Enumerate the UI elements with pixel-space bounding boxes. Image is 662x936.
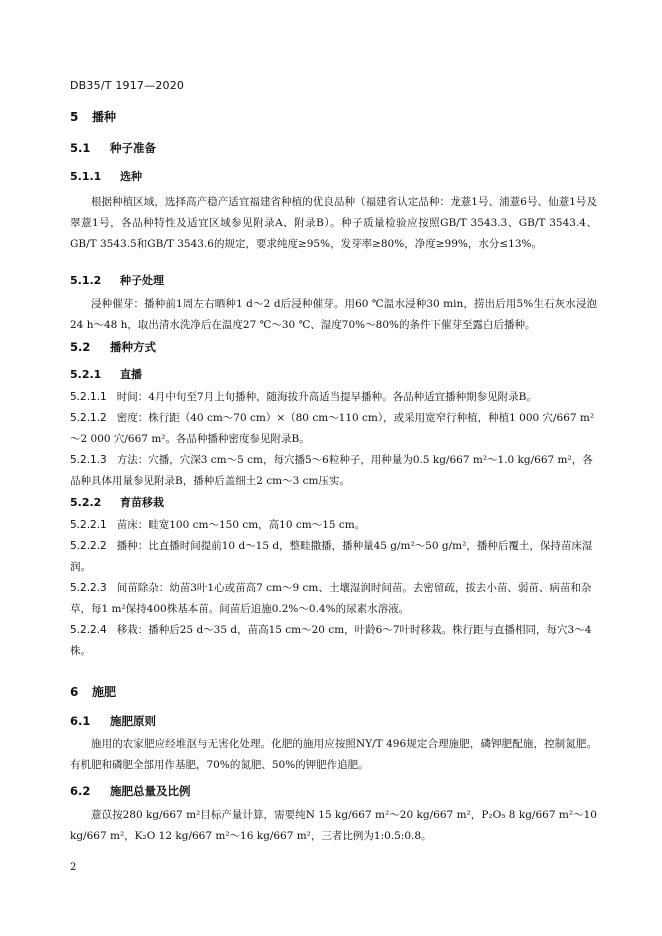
- clause-text: 间苗除杂：幼苗3叶1心或苗高7 cm～9 cm、土壤湿润时间苗。去密留疏，拔去小苗、弱苗、病苗和杂草，每1 m²保持400株基本苗。间苗后追施0.2%～0.4%的尿素水溶液。: [70, 582, 592, 615]
- clause-5-2-2-1: [70, 515, 597, 536]
- paragraph-fertilizer-amount: 薏苡按280 kg/667 m²目标产量计算，需要纯N 15 kg/667 m²～20 kg/667 m²，P₂O₅ 8 kg/667 m²～10 kg/667 m²，K₂O 12 kg/667 m²～16 kg/667 m²，三者比例为1:0.5:0.8。: [70, 809, 597, 842]
- clause-text: 苗床：畦宽100 cm～150 cm，高10 cm～15 cm。: [116, 519, 366, 531]
- section-number: 5.2: [70, 340, 91, 354]
- section-title: 育苗移栽: [120, 496, 164, 509]
- section-5-heading: [70, 108, 116, 125]
- paragraph-seed-treatment: 浸种催芽：播种前1周左右晒种1 d～2 d后浸种催芽。用60 ℃温水浸种30 min，捞出后用5%生石灰水浸泡24 h～48 h，取出清水洗净后在温度27 ℃～30 ℃、湿度70%～80%的条件下催芽至露白后播种。: [70, 298, 597, 331]
- clause-number: 5.2.2.3: [70, 582, 107, 594]
- section-number: 5.2.2: [70, 496, 102, 509]
- clause-5-2-1-1: [70, 387, 597, 408]
- paragraph-seed-selection: 根据种植区域，选择高产稳产适宜福建省种植的优良品种（福建省认定品种：龙薏1号、浦薏6号、仙薏1号及翠薏1号，各品种特性及适宜区域参见附录A、附录B）。种子质量检验应按照GB/T 3543.3、GB/T 3543.4、GB/T 3543.5和GB/T 3543.6的规定，要求纯度≥95%，发芽率≥80%，净度≥99%，水分≤13%。: [70, 196, 597, 250]
- section-number: 6.2: [70, 784, 91, 798]
- section-title: 种子准备: [110, 141, 156, 155]
- clause-5-2-1-2: [70, 408, 597, 450]
- clause-number: 5.2.1.2: [70, 412, 107, 424]
- section-number: 5: [70, 110, 79, 124]
- section-number: 5.1: [70, 141, 91, 155]
- clause-5-2-2-2: [70, 536, 597, 578]
- section-title: 施肥原则: [110, 714, 156, 728]
- clause-text: 播种：比直播时间提前10 d～15 d，整畦撒播，播种量45 g/m²～50 g/m²，播种后覆土，保持苗床湿润。: [70, 540, 593, 573]
- section-6-1-heading: [70, 713, 156, 729]
- section-title: 播种: [92, 110, 117, 124]
- section-5-1-2-heading: [70, 272, 164, 288]
- clause-number: 5.2.1.3: [70, 454, 107, 466]
- section-5-2-1-heading: [70, 366, 142, 382]
- clause-text: 密度：株行距（40 cm～70 cm）×（80 cm～110 cm），或采用宽窄行种植，种植1 000 穴/667 m²～2 000 穴/667 m²。各品种播种密度参见附录B。: [70, 412, 595, 445]
- section-5-2-heading: [70, 339, 156, 355]
- clause-5-2-2-4: [70, 620, 597, 662]
- section-number: 6.1: [70, 714, 91, 728]
- page-number: 2: [70, 862, 77, 873]
- section-title: 施肥总量及比例: [110, 784, 191, 798]
- section-5-1-1-heading: [70, 168, 142, 184]
- clause-number: 5.2.2.4: [70, 624, 107, 636]
- section-6-2-heading: [70, 783, 191, 799]
- document-code: DB35/T 1917—2020: [70, 79, 185, 92]
- clause-number: 5.2.2.2: [70, 540, 107, 552]
- clause-text: 移栽：播种后25 d～35 d，苗高15 cm～20 cm，叶龄6～7叶时移栽。株行距与直播相同，每穴3～4株。: [70, 624, 592, 657]
- section-6-heading: [70, 683, 116, 700]
- section-5-2-2-heading: [70, 494, 164, 510]
- section-title: 种子处理: [120, 274, 164, 287]
- clause-text: 方法：穴播，穴深3 cm～5 cm，每穴播5～6粒种子，用种量为0.5 kg/667 m²～1.0 kg/667 m²，各品种具体用量参见附录B，播种后盖细土2 cm～3 cm压实。: [70, 454, 593, 487]
- section-title: 播种方式: [110, 340, 156, 354]
- section-title: 施肥: [92, 685, 117, 699]
- section-number: 5.1.1: [70, 170, 102, 183]
- clause-5-2-1-3: [70, 450, 597, 492]
- clause-text: 时间：4月中旬至7月上旬播种，随海拔升高适当提早播种。各品种适宜播种期参见附录B。: [116, 391, 537, 403]
- section-number: 5.2.1: [70, 368, 102, 381]
- paragraph-fertilizer-principle: 施用的农家肥应经堆沤与无害化处理。化肥的施用应按照NY/T 496规定合理施肥，磷钾肥配施，控制氮肥。有机肥和磷肥全部用作基肥，70%的氮肥、50%的钾肥作追肥。: [70, 738, 597, 771]
- section-number: 5.1.2: [70, 274, 102, 287]
- clause-number: 5.2.2.1: [70, 519, 107, 531]
- section-title: 直播: [120, 368, 142, 381]
- clause-5-2-2-3: [70, 578, 597, 620]
- section-5-1-heading: [70, 140, 156, 156]
- section-number: 6: [70, 685, 79, 699]
- section-title: 选种: [120, 170, 142, 183]
- clause-number: 5.2.1.1: [70, 391, 107, 403]
